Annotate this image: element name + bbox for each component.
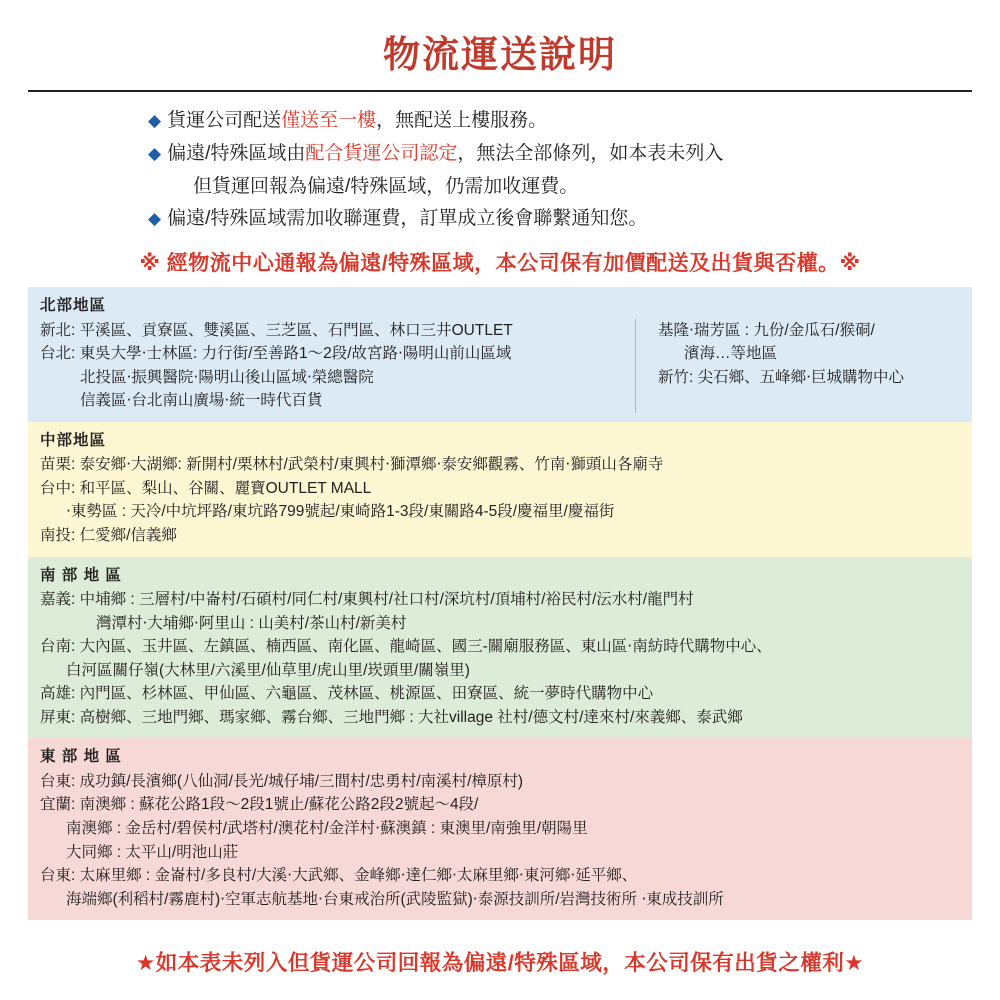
bullet-text-highlight: 配合貨運公司認定 [305, 142, 458, 164]
region-central-title: 中部地區 [40, 431, 107, 449]
region-line: 宜蘭: 南澳鄉 : 蘇花公路1段～2段1號止/蘇花公路2段2號起～4段/ [40, 796, 479, 814]
region-central [28, 422, 972, 557]
notice-banner: ※ 經物流中心通報為偏遠/特殊區域，本公司保有加價配送及出貨與否權。※ [139, 252, 861, 276]
page-title: 物流運送說明 [383, 34, 617, 75]
region-east-title: 東 部 地 區 [40, 748, 122, 766]
bullet-text-post: ，無法全部條列，如本表未列入 [457, 142, 724, 164]
bullet-item [48, 106, 962, 137]
region-line: 嘉義: 中埔鄉 : 三層村/中崙村/石碩村/同仁村/東興村/社口村/深坑村/頂埔村/裕民村/沄水村/龍門村 [40, 591, 694, 609]
region-line: ‧東勢區 : 天冷/中坑坪路/東坑路799號起/東崎路1-3段/東關路4-5段/慶福里/慶福街 [66, 503, 615, 521]
bullet-text [167, 139, 962, 170]
region-line: 北投區‧振興醫院‧陽明山後山區域‧榮總醫院 [80, 368, 374, 386]
region-line: 台東: 太麻里鄉 : 金崙村/多良村/大溪‧大武鄉、金峰鄉‧達仁鄉‧太麻里鄉‧東河鄉‧延平鄉、 [40, 867, 638, 885]
region-line: 灣潭村‧大埔鄉‧阿里山 : 山美村/茶山村/新美村 [96, 614, 407, 632]
diamond-bullet-icon: ◆ [148, 209, 162, 229]
bullet-text [167, 106, 962, 137]
bullet-text-pre: 貨運公司配送 [167, 110, 282, 131]
region-line: 新竹: 尖石鄉、五峰鄉‧巨城購物中心 [658, 368, 905, 386]
region-east [28, 738, 972, 920]
region-north-right-column [636, 319, 960, 413]
region-line: 苗栗: 泰安鄉‧大湖鄉: 新開村/栗林村/武榮村/東興村‧獅潭鄉‧泰安鄉觀霧、竹南‧獅頭山各廟寺 [40, 456, 664, 474]
region-south-title: 南 部 地 區 [40, 566, 122, 584]
bullet-text-post: ，無配送上樓服務。 [376, 110, 548, 131]
bullet-item [48, 204, 962, 235]
region-line: 白河區關仔嶺(大林里/六溪里/仙草里/虎山里/崁頭里/關嶺里) [66, 661, 470, 679]
region-line: 台中: 和平區、梨山、谷關、麗寶OUTLET MALL [40, 479, 372, 497]
bullet-text-highlight: 僅送至一樓 [281, 110, 377, 131]
region-line: 濱海…等地區 [684, 345, 778, 363]
region-line: 台北: 東吳大學‧士林區: 力行街/至善路1～2段/故宮路‧陽明山前山區域 [40, 345, 512, 363]
region-south [28, 557, 972, 739]
bullet-text-pre: 偏遠/特殊區域由 [167, 142, 306, 164]
region-north [28, 287, 972, 422]
bullet-list [28, 106, 972, 235]
region-line: 南投: 仁愛鄉/信義鄉 [40, 526, 177, 544]
region-line: 大同鄉 : 太平山/明池山莊 [66, 843, 239, 861]
footer-notice: ★如本表未列入但貨運公司回報為偏遠/特殊區域，本公司保有出貨之權利★ [135, 951, 865, 976]
diamond-bullet-icon: ◆ [148, 111, 162, 130]
region-north-left-column [40, 319, 636, 413]
title-divider [28, 90, 972, 92]
region-line: 高雄: 內門區、杉林區、甲仙區、六龜區、茂林區、桃源區、田寮區、統一夢時代購物中心 [40, 685, 654, 703]
diamond-bullet-icon: ◆ [148, 143, 162, 163]
region-north-title: 北部地區 [40, 297, 107, 315]
region-line: 新北: 平溪區、貢寮區、雙溪區、三芝區、石門區、林口三井OUTLET [40, 321, 513, 339]
bullet-text: 偏遠/特殊區域需加收聯運費，訂單成立後會聯繫通知您。 [167, 208, 648, 230]
region-line: 台南: 大內區、玉井區、左鎮區、楠西區、南化區、龍崎區、國三-關廟服務區、東山區‧南紡時代購物中心、 [40, 638, 772, 656]
region-line: 屏東: 高樹鄉、三地門鄉、瑪家鄉、霧台鄉、三地門鄉 : 大社village 社村/德文村/達來村/來義鄉、泰武鄉 [40, 708, 743, 726]
bullet-item [48, 139, 962, 170]
region-line: 南澳鄉 : 金岳村/碧侯村/武塔村/澳花村/金洋村‧蘇澳鎮 : 東澳里/南強里/朝陽里 [66, 820, 588, 837]
region-line: 信義區‧台北南山廣場‧統一時代百貨 [80, 392, 323, 410]
bullet-continuation: 但貨運回報為偏遠/特殊區域，仍需加收運費。 [193, 175, 579, 197]
region-line: 台東: 成功鎮/長濱鄉(八仙洞/長光/城仔埔/三間村/忠勇村/南溪村/樟原村) [40, 772, 524, 790]
region-line: 海端鄉(利稻村/霧鹿村)‧空軍志航基地‧台東戒治所(武陵監獄)‧泰源技訓所/岩灣技術所 ‧東成技訓所 [66, 890, 724, 908]
region-line: 基隆‧瑞芳區 : 九份/金瓜石/猴硐/ [658, 321, 875, 339]
